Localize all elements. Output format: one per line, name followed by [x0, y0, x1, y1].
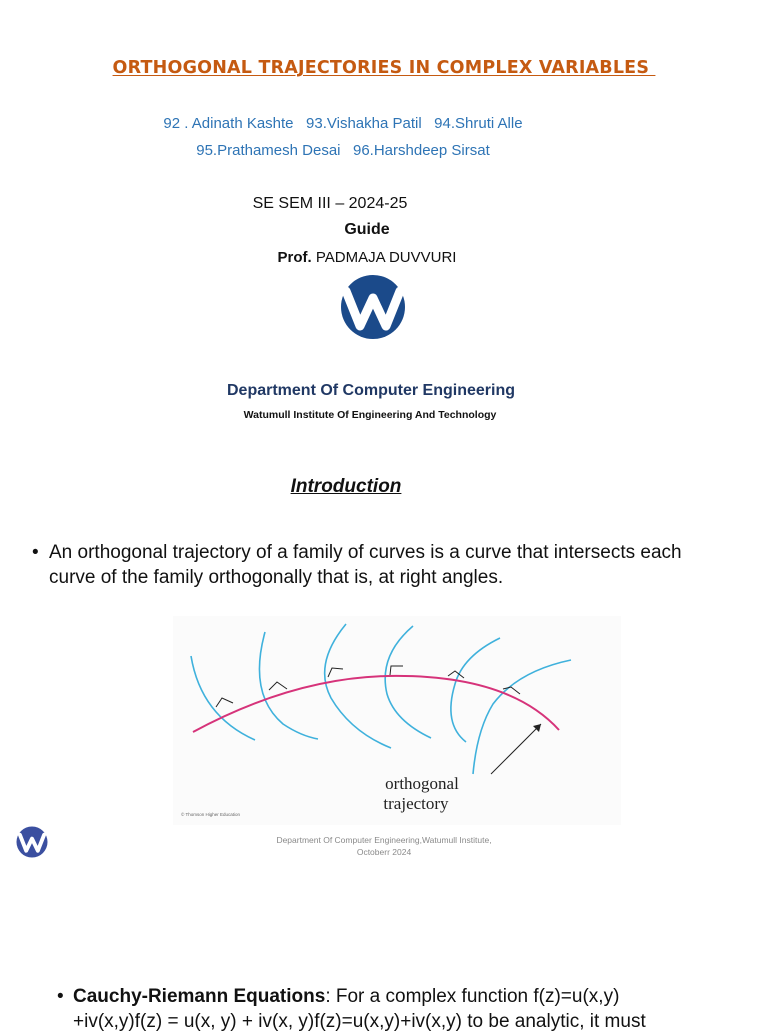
guide-prefix: Prof.: [277, 249, 312, 266]
intro-heading: Introduction: [290, 476, 402, 497]
figure-credit: © Thomson Higher Education: [181, 812, 241, 817]
intro-text: An orthogonal trajectory of a family of curves is a curve that intersects each curve of the family orthogonally that is, at right angles.: [49, 542, 682, 588]
authors-line-2: 95.Prathamesh Desai 96.Harshdeep Sirsat: [196, 142, 490, 159]
footer-logo: [16, 826, 48, 858]
footer-line-2: Octoberr 2024: [356, 847, 412, 857]
semester-info: SE SEM III – 2024-25: [252, 195, 408, 212]
institute-logo: [340, 274, 406, 340]
footer-line-1: Department Of Computer Engineering,Watumull Institute,: [276, 835, 492, 845]
intro-bullet: [32, 540, 732, 590]
guide-name: [0, 249, 734, 266]
cauchy-riemann-text: [57, 984, 737, 1034]
document-title: ORTHOGONAL TRAJECTORIES IN COMPLEX VARIABLES: [112, 58, 656, 78]
guide-label: Guide: [344, 221, 390, 238]
cauchy-riemann-bullet: [57, 984, 737, 1034]
bullet-marker: •: [57, 986, 64, 1007]
authors-line-1: 92 . Adinath Kashte 93.Vishakha Patil 94.Shruti Alle: [163, 115, 523, 132]
department-name: Department Of Computer Engineering: [226, 382, 516, 399]
guide-name-text: PADMAJA DUVVURI: [315, 249, 457, 266]
figure-label-line-2: trajectory: [383, 794, 449, 813]
cauchy-riemann-label: Cauchy-Riemann Equations: [73, 986, 326, 1007]
institute-name: Watumull Institute Of Engineering And Technology: [243, 409, 497, 421]
cauchy-riemann-line-1: : For a complex function f(z)=u(x,y): [325, 986, 620, 1007]
orthogonal-trajectory-figure: [173, 616, 621, 825]
bullet-marker: •: [32, 542, 39, 563]
figure-label-line-1: orthogonal: [385, 774, 459, 793]
footer: [236, 834, 532, 858]
cauchy-riemann-line-2: +iv(x,y)f(z) = u(x, y) + iv(x, y)f(z)=u(x,y)+iv(x,y) to be analytic, it must: [73, 1011, 646, 1032]
